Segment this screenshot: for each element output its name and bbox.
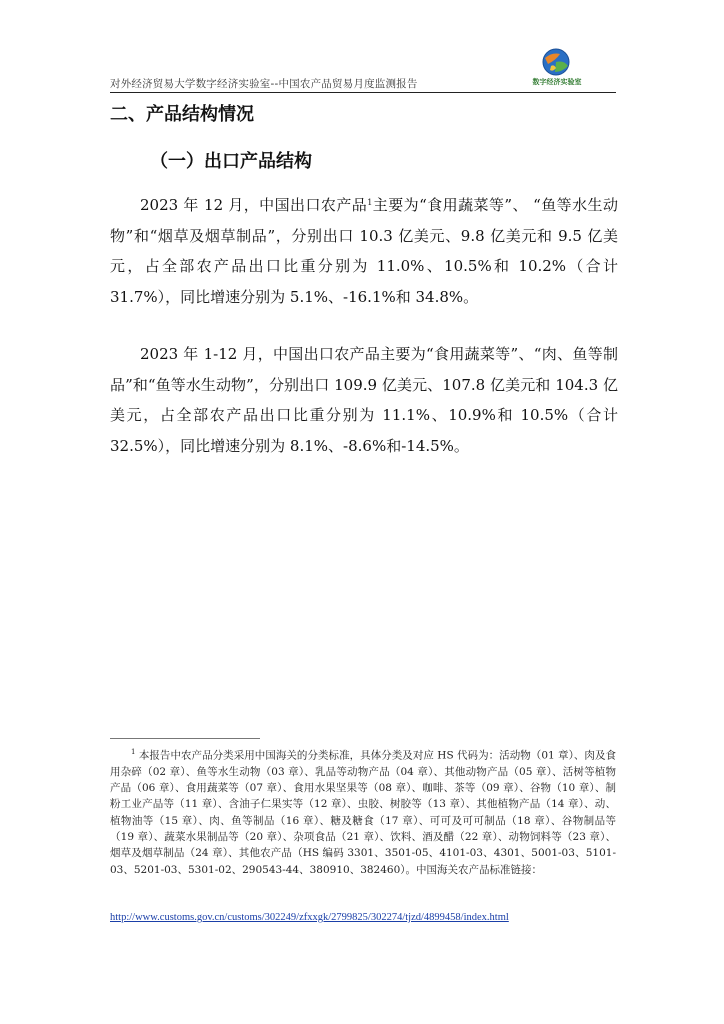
- header-text: 对外经济贸易大学数字经济实验室--中国农产品贸易月度监测报告: [110, 78, 418, 90]
- footnote-text: 本报告中农产品分类采用中国海关的分类标准，具体分类及对应 HS 代码为：活动物（01 章）、肉及食用杂碎（02 章）、鱼等水生动物（03 章）、乳品等动物产品（04 章）、其他动物产品（05 章）、活树等植物产品（06 章）、食用蔬菜等（07 章）、食用水果坚果等（08 章）、咖啡、茶等（09 章）、谷物（10 章）、制粉工业产品等（11 章）、含油子仁果实等（12 章）、虫胶、树胶等（13 章）、其他植物产品（14 章）、动、植物油等（15 章）、肉、鱼等制品（16 章）、糖及糖食（17 章）、可可及可可制品（18 章）、谷物制品等（19 章）、蔬菜水果制品等（20 章）、杂项食品（21 章）、饮料、酒及醋（22 章）、动物饲料等（23 章）、烟草及烟草制品（24 章）、其他农产品（HS 编码 3301、3501-05、4101-03、4301、5001-03、5101-03、5201-03、5301-02、290543-44、380910、382460）。中国海关农产品标准链接：: [110, 749, 616, 876]
- paragraph-1-start: 2023 年 12 月，中国出口农产品: [140, 196, 368, 214]
- paragraph-december: [110, 190, 618, 312]
- footnote: [110, 744, 616, 878]
- logo-text: 数字经济实验室: [532, 78, 582, 86]
- footnote-divider: [110, 738, 260, 739]
- section-title: 二、产品结构情况: [110, 104, 254, 125]
- paragraph-annual: 2023 年 1-12 月，中国出口农产品主要为“食用蔬菜等”、“肉、鱼等制品”和“鱼等水生动物”，分别出口 109.9 亿美元、107.8 亿美元和 104.3 亿美元，占全部农产品出口比重分别为 11.1%、10.9%和 10.5%（合计 32.5%），同比增速分别为 8.1%、-8.6%和-14.5%。: [110, 345, 618, 455]
- footnote-reference[interactable]: 1: [367, 198, 373, 207]
- customs-standard-link[interactable]: http://www.customs.gov.cn/customs/302249/zfxxgk/2799825/302274/tjzd/4899458/index.html: [110, 912, 509, 923]
- globe-logo-icon: [542, 48, 570, 76]
- lab-logo: [520, 48, 594, 90]
- paragraph-1-rest: 主要为“食用蔬菜等”、 “鱼等水生动物”和“烟草及烟草制品”，分别出口 10.3 亿美元、9.8 亿美元和 9.5 亿美元，占全部农产品出口比重分别为 11.0%、10.5%和 10.2%（合计 31.7%），同比增速分别为 5.1%、-16.1%和 34.8%。: [110, 196, 618, 306]
- sub-title: （一）出口产品结构: [150, 151, 312, 172]
- page-header: [110, 48, 616, 92]
- footnote-marker: 1: [131, 748, 136, 756]
- header-rule: [110, 92, 616, 93]
